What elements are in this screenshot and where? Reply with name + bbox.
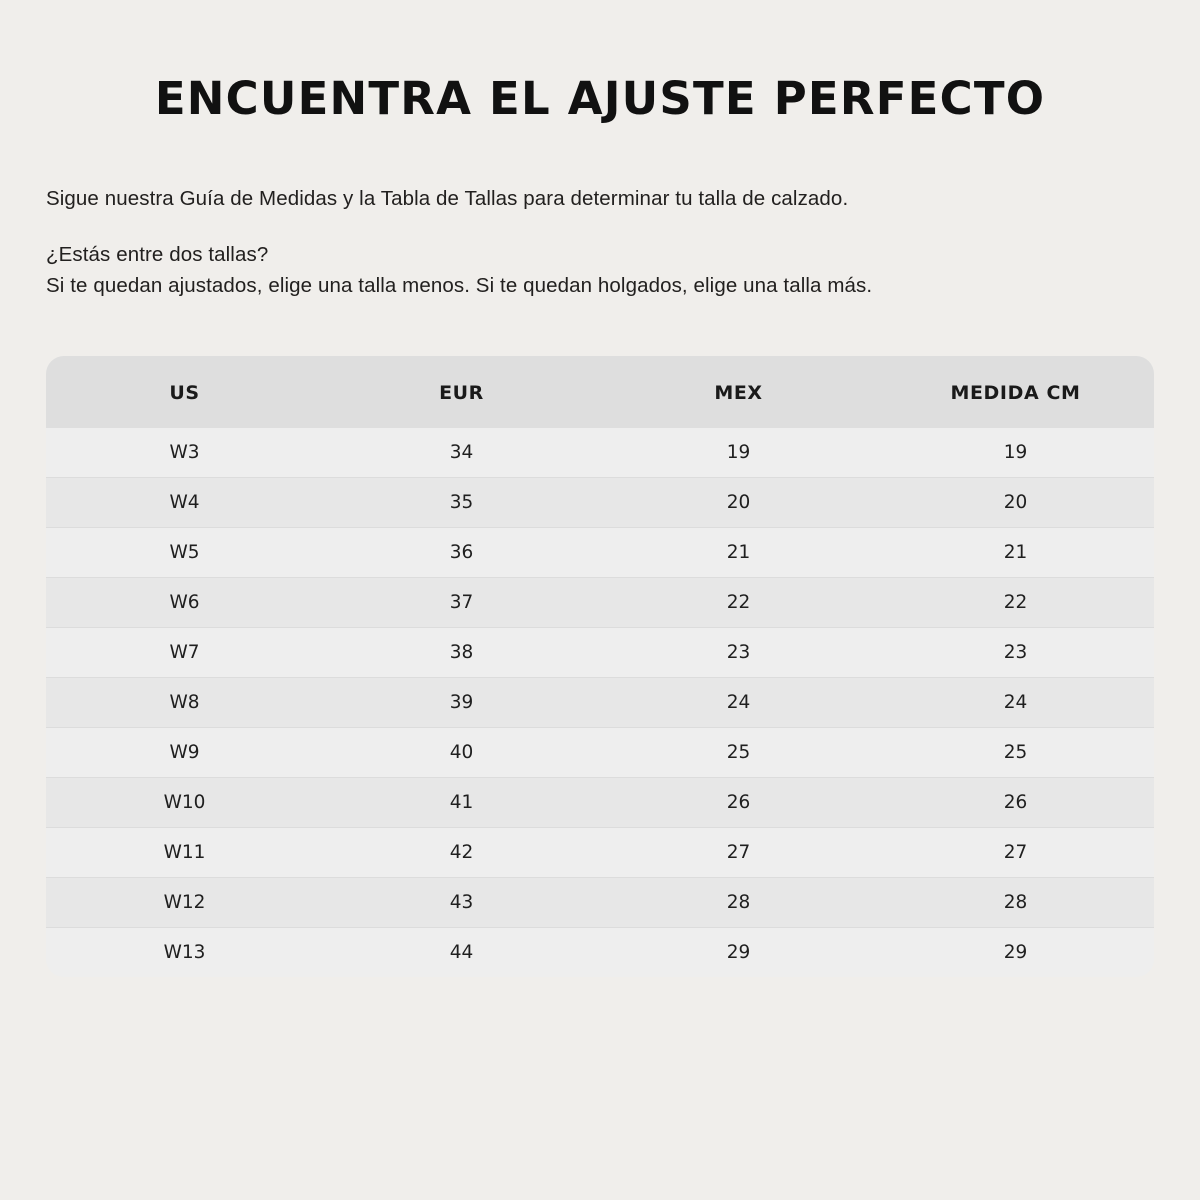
table-row: [46, 677, 1154, 727]
table-row: [46, 527, 1154, 577]
intro-line-1: Sigue nuestra Guía de Medidas y la Tabla de Tallas para determinar tu talla de calzado.: [46, 186, 849, 210]
table-row: [46, 477, 1154, 527]
cell-us: W6: [46, 577, 323, 627]
table-row: [46, 727, 1154, 777]
cell-mex: 26: [600, 777, 877, 827]
table-row: [46, 927, 1154, 977]
cell-us: W7: [46, 627, 323, 677]
intro-line-3: Si te quedan ajustados, elige una talla menos. Si te quedan holgados, elige una talla más.: [46, 274, 873, 297]
cell-us: W10: [46, 777, 323, 827]
cell-mex: 25: [600, 727, 877, 777]
cell-mex: 20: [600, 477, 877, 527]
cell-cm: 20: [877, 477, 1154, 527]
cell-cm: 22: [877, 577, 1154, 627]
cell-eur: 35: [323, 477, 600, 527]
cell-mex: 23: [600, 627, 877, 677]
size-table-container: [46, 356, 1154, 977]
cell-us: W8: [46, 677, 323, 727]
cell-us: W4: [46, 477, 323, 527]
intro-spacer: [46, 214, 1154, 240]
cell-us: W5: [46, 527, 323, 577]
table-header-row: [46, 356, 1154, 428]
table-row: [46, 777, 1154, 827]
cell-cm: 26: [877, 777, 1154, 827]
size-table: [46, 356, 1154, 977]
cell-eur: 40: [323, 727, 600, 777]
cell-eur: 37: [323, 577, 600, 627]
column-header-medida-cm: MEDIDA CM: [877, 356, 1154, 428]
cell-cm: 29: [877, 927, 1154, 977]
cell-eur: 42: [323, 827, 600, 877]
column-header-mex: MEX: [600, 356, 877, 428]
cell-us: W12: [46, 877, 323, 927]
column-header-us: US: [46, 356, 323, 428]
cell-mex: 28: [600, 877, 877, 927]
cell-eur: 34: [323, 428, 600, 478]
table-row: [46, 577, 1154, 627]
table-row: [46, 627, 1154, 677]
cell-cm: 19: [877, 428, 1154, 478]
cell-cm: 28: [877, 877, 1154, 927]
table-row: [46, 827, 1154, 877]
cell-cm: 23: [877, 627, 1154, 677]
cell-mex: 24: [600, 677, 877, 727]
column-header-eur: EUR: [323, 356, 600, 428]
cell-cm: 25: [877, 727, 1154, 777]
cell-eur: 41: [323, 777, 600, 827]
cell-eur: 44: [323, 927, 600, 977]
intro-text-block: [46, 184, 1154, 302]
intro-line-2: ¿Estás entre dos tallas?: [46, 243, 269, 267]
cell-us: W9: [46, 727, 323, 777]
table-row: [46, 428, 1154, 478]
cell-cm: 21: [877, 527, 1154, 577]
cell-mex: 27: [600, 827, 877, 877]
size-table-head: [46, 356, 1154, 428]
cell-cm: 24: [877, 677, 1154, 727]
cell-eur: 38: [323, 627, 600, 677]
cell-eur: 43: [323, 877, 600, 927]
cell-eur: 39: [323, 677, 600, 727]
table-row: [46, 877, 1154, 927]
size-table-body: [46, 428, 1154, 977]
cell-us: W13: [46, 927, 323, 977]
cell-mex: 19: [600, 428, 877, 478]
cell-mex: 29: [600, 927, 877, 977]
cell-us: W11: [46, 827, 323, 877]
cell-mex: 21: [600, 527, 877, 577]
cell-mex: 22: [600, 577, 877, 627]
cell-us: W3: [46, 428, 323, 478]
cell-eur: 36: [323, 527, 600, 577]
page-title: ENCUENTRA EL AJUSTE PERFECTO: [154, 72, 1046, 125]
cell-cm: 27: [877, 827, 1154, 877]
